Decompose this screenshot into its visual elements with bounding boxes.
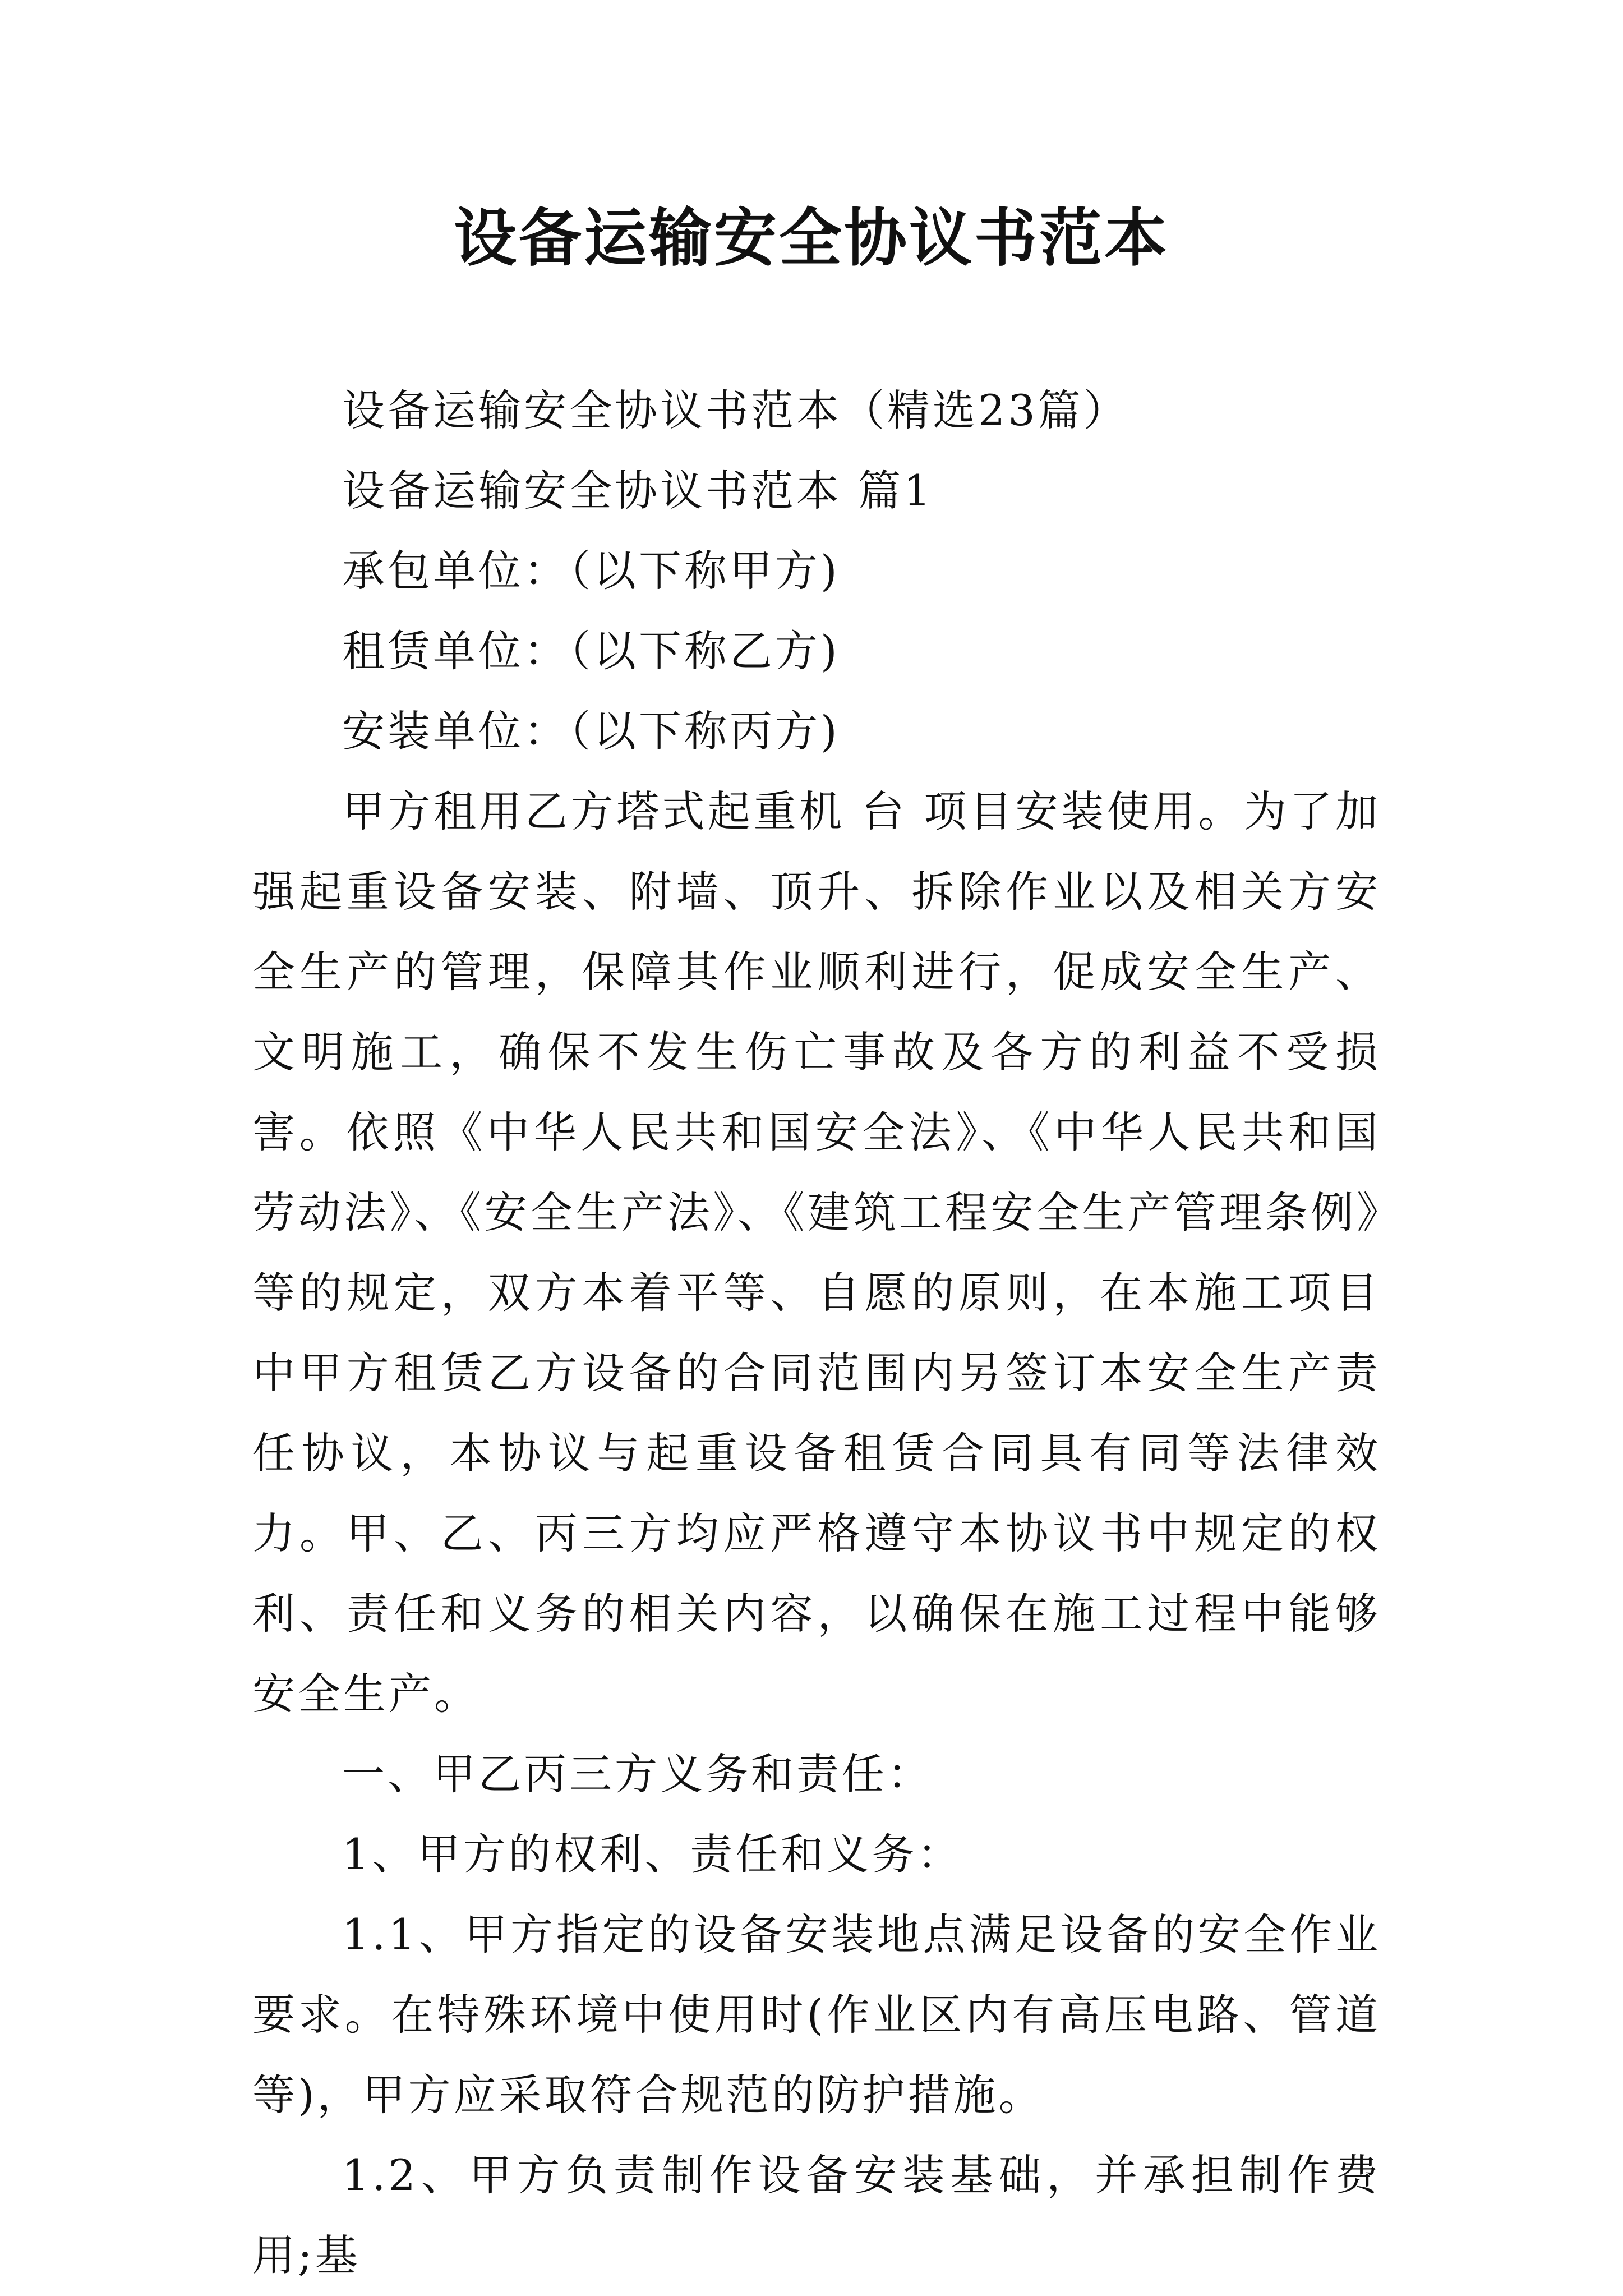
clause-1-2: 1.2、甲方负责制作设备安装基础，并承担制作费用;基 [252, 2150, 1381, 2280]
clause-1-1: 1.1、甲方指定的设备安装地点满足设备的安全作业要求。在特殊环境中使用时(作业区内有高压电路、管道等)，甲方应采取符合规范的防护措施。 [252, 1910, 1381, 2120]
subtitle-paragraph: 设备运输安全协议书范本（精选23篇） [342, 385, 1129, 435]
section-heading: 设备运输安全协议书范本 篇1 [342, 466, 934, 516]
chapter-heading: 一、甲乙丙三方义务和责任： [342, 1749, 933, 1799]
document-body [252, 370, 1381, 2295]
intro-paragraph: 甲方租用乙方塔式起重机 台 项目安装使用。为了加强起重设备安装、附墙、顶升、拆除作业以及相关方安全生产的管理，保障其作业顺利进行，促成安全生产、文明施工，确保不发生伤亡事故及各方的利益不受损害。依照《中华人民共和国安全法》、《中华人民共和国劳动法》、《安全生产法》、《建筑工程安全生产管理条例》等的规定，双方本着平等、自愿的原则，在本施工项目中甲方租赁乙方设备的合同范围内另签订本安全生产责任协议，本协议与起重设备租赁合同具有同等法律效力。甲、乙、丙三方均应严格遵守本协议书中规定的权利、责任和义务的相关内容，以确保在施工过程中能够安全生产。 [252, 786, 1381, 1719]
party-a-line: 承包单位：（以下称甲方) [342, 546, 840, 596]
party-b-line: 租赁单位：（以下称乙方) [342, 626, 840, 676]
party-c-line: 安装单位：（以下称丙方) [342, 706, 840, 756]
clause-heading: 1、甲方的权利、责任和义务： [342, 1829, 963, 1879]
document-title: 设备运输安全协议书范本 [454, 201, 1169, 275]
